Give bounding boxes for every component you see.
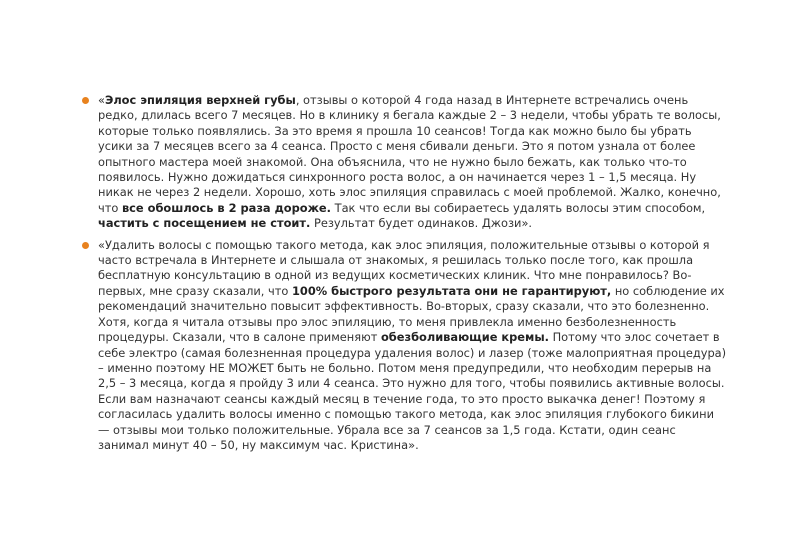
quote-open: « [98, 93, 105, 107]
review-item-1 [76, 93, 728, 232]
highlight-guarantee: 100% быстрого результата они не гарантируют, [291, 283, 612, 298]
review-text: , отзывы о которой 4 года назад в Интернете встречались очень редко, длилась всего 7 месяцев. Но в клинику я бегала каждые 2 – 3 недели, чтобы убрать те волосы, которые только появлялись. За это время я прошла 10 сеансов! Тогда как можно было бы убрать усики за 7 месяцев всего за 4 сеанса. Просто с меня сбивали деньги. Это я потом узнала от более опытного мастера моей знакомой. Она объяснила, что не нужно было бежать, как только что-то появилось. Нужно дожидаться синхронного роста волос, а он начинается через 1 – 1,5 месяца. Ну никак не через 2 недели. Хорошо, хоть элос эпиляция справилась с моей проблемой. Жалко, конечно, что [98, 93, 721, 215]
review-text: «Удалить волосы с помощью такого метода, как элос эпиляция, положительные отзывы о которой я часто встречала в Интернете и слышала от знакомых, я решилась только после того, как прошла бесплатную консультацию в одной из ведущих косметических клиник. Что мне понравилось? Во-первых, мне сразу сказали, что [98, 237, 710, 298]
orange-bullet-icon [82, 242, 89, 249]
review-signature: Результат будет одинаков. Джози». [310, 216, 533, 231]
orange-bullet-icon [82, 97, 89, 104]
highlight-cost: все обошлось в 2 раза дороже. [121, 200, 331, 215]
review-text: но соблюдение их рекомендаций значительно повысит эффективность. Во-вторых, сразу сказали, что это болезненно. Хотя, когда я читала отзывы про элос эпиляцию, то меня привлекла именно безболезненность процедуры. Сказали, что в салоне применяют [98, 283, 725, 345]
article-content [76, 93, 728, 459]
reviews-list [76, 93, 728, 453]
review-item-2 [76, 238, 728, 454]
highlight-topic: Элос эпиляция верхней губы [104, 93, 296, 107]
review-signature: Потому что элос сочетает в себе электро (самая болезненная процедура удаления волос) и лазер (тоже малоприятная процедура) – именно поэтому НЕ МОЖЕТ быть не больно. Потом меня предупредили, что необходим перерыв на 2,5 – 3 месяца, когда я пройду 3 или 4 сеанса. Это нужно для того, чтобы появились активные волосы. Если вам назначают сеансы каждый месяц в течение года, то это просто выкачка денег! Поэтому я согласилась удалить волосы именно с помощью такого метода, как элос эпиляция глубокого бикини — отзывы мои только положительные. Убрала все за 7 сеансов за 1,5 года. Кстати, один сеанс занимал минут 40 – 50, ну максимум час. Кристина». [98, 330, 727, 452]
highlight-creams: обезболивающие кремы. [380, 330, 549, 345]
highlight-advice: частить с посещением не стоит. [98, 216, 311, 231]
review-text: Так что если вы собираетесь удалять волосы этим способом, [330, 200, 706, 215]
